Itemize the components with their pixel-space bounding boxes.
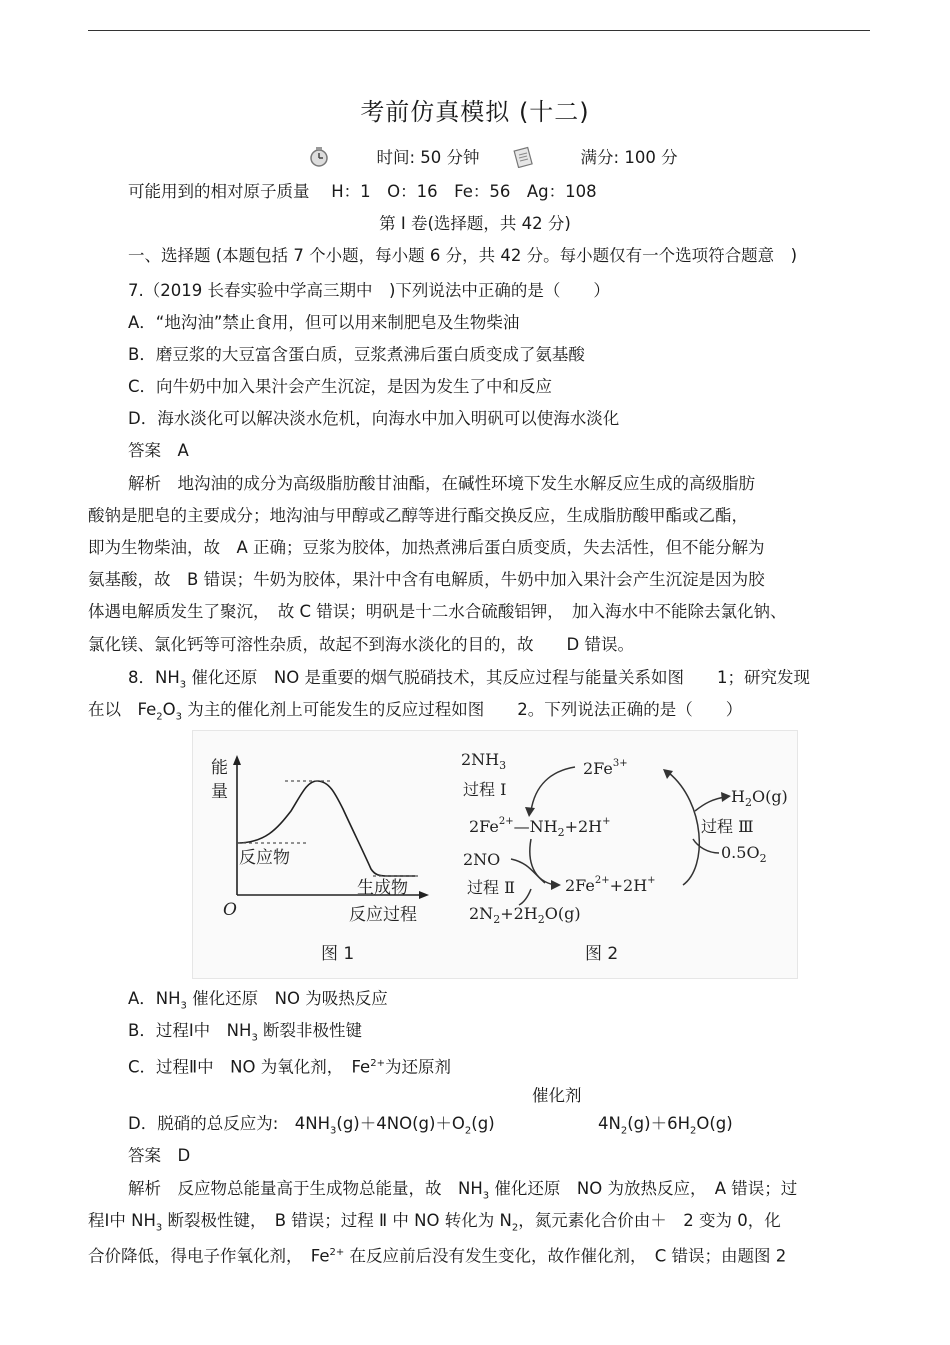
atomic-mass: 可能用到的相对原子质量 H：1 O：16 Fe：56 Ag：108 (128, 182, 597, 201)
x-axis-label: 反应过程 (349, 905, 417, 925)
q8-text: 在以 Fe (88, 700, 157, 719)
exam-score: 满分: 100 分 (580, 148, 678, 167)
fe3-label: $2Fe^{3+}$ (583, 758, 628, 778)
q8-text: 程Ⅰ中 NH (88, 1211, 156, 1230)
q8-text: B．过程Ⅰ中 NH (128, 1021, 252, 1040)
q8-text: 催化还原 NO 为吸热反应 (186, 989, 388, 1008)
q8-text: (g)＋6H (627, 1114, 690, 1133)
q7-analysis-line: 氨基酸，故 B 错误；牛奶为胶体，果汁中含有电解质，牛奶中加入果汁会产生沉淀是因为胶 (88, 570, 765, 589)
subscript: 3 (251, 1032, 258, 1044)
q8-option-b (128, 1020, 362, 1049)
fe2-label: $2Fe^{2+}+2H^+$ (565, 875, 656, 895)
q7-analysis-line: 解析 地沟油的成分为高级脂肪酸甘油酯，在碱性环境下发生水解反应生成的高级脂肪 (128, 474, 755, 493)
q8-text: 催化还原 NO 是重要的烟气脱硝技术，其反应过程与能量关系如图 1；研究发现 (186, 668, 810, 687)
section-title: 一、选择题 (本题包括 7 个小题，每小题 6 分，共 42 分。每小题仅有一个选项符合题意 ) (128, 246, 798, 265)
nh3-label: $2NH_3$ (461, 750, 507, 772)
process-1-label: 过程 Ⅰ (463, 780, 507, 799)
x-axis-arrow-icon (419, 891, 429, 899)
q8-option-a (128, 988, 388, 1017)
arrow-head-icon (525, 807, 535, 817)
process-3-label: 过程 Ⅲ (701, 817, 754, 836)
q7-option-a: A．“地沟油”禁止食用，但可以用来制肥皂及生物柴油 (128, 313, 520, 332)
reaction-cycle-diagram (461, 750, 788, 964)
process-2-arrow-in (511, 859, 545, 883)
question-8-stem-line1 (128, 667, 810, 696)
q8-text: (g) (471, 1114, 495, 1133)
q8-option-d-products (598, 1113, 733, 1142)
y-axis-label-1: 能 (211, 758, 228, 778)
q7-analysis-line: 体遇电解质发生了聚沉， 故 C 错误；明矾是十二水合硫酸铝钾， 加入海水中不能除去氯化钠、 (88, 602, 787, 621)
q8-option-d (128, 1113, 495, 1142)
no-label: 2NO (463, 850, 501, 869)
q8-text: ，氮元素化合价由＋ 2 变为 0，化 (518, 1211, 781, 1230)
q8-text: 为还原剂 (384, 1057, 451, 1077)
page-title: 考前仿真模拟 (十二) (360, 98, 590, 126)
arrow-head-icon (663, 769, 673, 779)
q7-answer: 答案 A (128, 441, 189, 460)
q8-analysis-line (88, 1242, 786, 1268)
q8-answer: 答案 D (128, 1146, 191, 1165)
reaction-figure-svg (193, 731, 797, 978)
q7-option-d: D．海水淡化可以解决淡水危机，向海水中加入明矾可以使海水淡化 (128, 409, 620, 428)
figure1-caption: 图 1 (321, 944, 355, 964)
process-2-arrow-out (519, 889, 531, 905)
catalyst-label: 催化剂 (532, 1086, 582, 1105)
q7-analysis-line: 氯化镁、氯化钙等可溶性杂质，故起不到海水淡化的目的，故 D 错误。 (88, 635, 634, 654)
subscript: 3 (330, 1125, 337, 1137)
subscript: 2 (689, 1125, 697, 1137)
q8-text: 合价降低，得电子作氧化剂， Fe (88, 1246, 330, 1266)
q8-text: 为主的催化剂上可能发生的反应过程如图 2。下列说法正确的是（ ） (182, 700, 743, 719)
q8-analysis-line (88, 1210, 781, 1239)
energy-diagram (211, 755, 429, 964)
reaction-figure (192, 730, 798, 979)
y-axis-arrow-icon (233, 755, 241, 765)
h2o-label: $H_2O(g)$ (731, 787, 788, 809)
process-2-arrow (530, 839, 555, 885)
arrow-head-icon (721, 792, 731, 802)
exam-meta (308, 146, 678, 169)
q8-text: 4N (598, 1114, 621, 1133)
n2-h2o-label: $2N_2+2H_2O(g)$ (469, 904, 581, 926)
top-rule (88, 30, 870, 31)
question-7-stem: 7.（2019 长春实验中学高三期中 )下列说法中正确的是（ ） (128, 281, 610, 300)
q8-text: C．过程Ⅱ中 NO 为氧化剂， Fe (128, 1057, 371, 1077)
o2-in-arrow (693, 839, 719, 853)
q8-text: A．NH (128, 989, 181, 1008)
reactant-label: 反应物 (239, 848, 290, 868)
q8-text: 催化还原 NO 为放热反应， A 错误；过 (489, 1179, 798, 1198)
subscript: 3 (482, 1190, 490, 1202)
q8-text: 断裂非极性键 (257, 1021, 363, 1040)
origin-label: O (223, 900, 237, 920)
exam-paper-icon (512, 146, 534, 168)
subscript: 2 (464, 1125, 472, 1137)
q8-analysis-line (128, 1178, 797, 1207)
q8-text: O (162, 700, 176, 719)
process-1-arrow (531, 767, 575, 811)
subscript: 3 (179, 679, 187, 691)
subscript: 2 (156, 711, 163, 723)
q8-option-c (128, 1053, 451, 1079)
q7-analysis-line: 酸钠是肥皂的主要成分；地沟油与甲醇或乙醇等进行酯交换反应，生成脂肪酸甲酯或乙酯， (88, 506, 748, 525)
subscript: 3 (180, 1000, 187, 1012)
part-title: 第 Ⅰ 卷(选择题，共 42 分) (379, 214, 571, 233)
intermediate-label: $2Fe^{2+}—NH_2+2H^+$ (469, 816, 611, 839)
q8-text: 在反应前后没有发生变化，故作催化剂， C 错误；由题图 2 (344, 1246, 787, 1266)
superscript: 2+ (329, 1247, 345, 1258)
subscript: 3 (175, 711, 182, 723)
product-label: 生成物 (357, 878, 408, 898)
superscript: 2+ (370, 1058, 385, 1069)
q8-text: O(g) (696, 1114, 733, 1133)
subscript: 2 (511, 1222, 519, 1234)
q8-text: D．脱硝的总反应为: 4NH (128, 1114, 331, 1133)
h2o-out-arrow (695, 797, 725, 811)
q8-text: (g)＋4NO(g)＋O (336, 1114, 465, 1133)
exam-time: 时间: 50 分钟 (376, 148, 480, 167)
figure2-caption: 图 2 (585, 944, 619, 964)
subscript: 3 (155, 1222, 163, 1234)
subscript: 2 (620, 1125, 628, 1137)
question-8-stem-line2 (88, 699, 742, 728)
q7-option-b: B．磨豆浆的大豆富含蛋白质，豆浆煮沸后蛋白质变成了氨基酸 (128, 345, 585, 364)
o2-label: $0.5O_2$ (721, 843, 767, 865)
clock-icon (308, 146, 330, 168)
q8-text: 断裂极性键， B 错误；过程 Ⅱ 中 NO 转化为 N (162, 1211, 512, 1230)
y-axis-label-2: 量 (211, 782, 228, 802)
process-3-arrow (669, 773, 699, 885)
q7-analysis-line: 即为生物柴油，故 A 正确；豆浆为胶体，加热煮沸后蛋白质变质，失去活性，但不能分解为 (88, 538, 765, 557)
q7-option-c: C．向牛奶中加入果汁会产生沉淀，是因为发生了中和反应 (128, 377, 553, 396)
process-2-label: 过程 Ⅱ (467, 878, 515, 897)
q8-text: 8．NH (128, 668, 180, 687)
arrow-head-icon (551, 880, 561, 890)
q8-text: 解析 反应物总能量高于生成物总能量，故 NH (128, 1179, 483, 1198)
